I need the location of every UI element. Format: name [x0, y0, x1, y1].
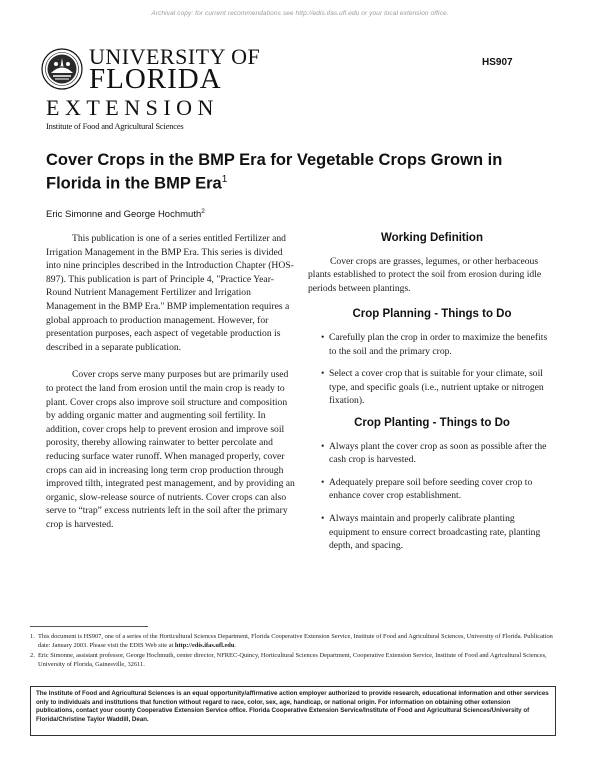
- footnote-divider: [30, 626, 148, 627]
- extension-wordmark: EXTENSION: [46, 95, 219, 120]
- cover-crops-paragraph: Cover crops serve many purposes but are primarily used to protect the land from erosion until the main crop is ready to plant. Cover crops also improve soil structure and composition by adding organic matter and augmenting soil fertility. In addition, cover crops help to prevent erosion and improve soil porosity, thereby allowing rainwater to better percolate and reducing surface water runoff. When managed properly, cover crops can aid in increasing long term crop production through improved tilth, integrated pest management, and by providing an organic, slow-release source of nutrients. Cover crops can also serve to “trap” excess nutrients left in the soil after the primary crop is harvested.: [46, 369, 295, 530]
- footnote-number: 2.: [30, 652, 35, 659]
- list-item: [308, 331, 556, 358]
- list-item-text: Always maintain and properly calibrate planting equipment to ensure correct broadcasting rate, planting depth, and spacing.: [329, 512, 541, 552]
- footnote-text: Eric Simonne, assistant professor, George Hochmuth, center director, NFREC-Quincy, Horticultural Sciences Department, Cooperative Extension Service, Institute of Food and Agricultural Sciences, University of Florida, Gainesville, 32611.: [38, 652, 547, 668]
- bullet-icon: •: [321, 512, 325, 524]
- crop-planning-heading: Crop Planning - Things to Do: [352, 308, 512, 321]
- list-item: [308, 476, 556, 503]
- title-footnote-mark: 1: [221, 174, 228, 185]
- document-title-text: Cover Crops in the BMP Era for Vegetable Crops Grown in Florida in the BMP Era: [46, 151, 503, 193]
- footnote-2: [30, 651, 560, 669]
- footnote-text: This document is HS907, one of a series of the Horticultural Sciences Department, Florida Cooperative Extension Service, Institute of Food and Agricultural Sciences, University of Florida. Publication date: January 2003. Please visit the EDIS Web site at: [38, 633, 553, 649]
- left-column: [46, 232, 298, 545]
- footnote-tail: .: [234, 642, 237, 649]
- list-item-text: Select a cover crop that is suitable for your climate, soil type, and specific goals (i.e., nutrient uptake or nitrogen fixation).: [329, 368, 544, 407]
- archival-note: Archival copy: for current recommendations see http://edis.ifas.ufl.edu or your local extension office.: [151, 10, 449, 17]
- intro-paragraph: This publication is one of a series entitled Fertilizer and Irrigation Management in the BMP Era. This series is divided into nine principles described in the Introduction Chapter (HOS-897). This publication is part of Principle 4, "Practice Year-Round Nutrient Management Fertilizer and Irrigation Management in the BMP Era." BMP implementation requires a global approach to production management. However, for presentation purposes, each aspect of vegetable production is described in a separate publication.: [46, 233, 294, 353]
- list-item: [308, 367, 556, 408]
- bullet-icon: •: [321, 331, 325, 343]
- bullet-icon: •: [321, 368, 325, 380]
- authors: [46, 208, 205, 220]
- working-definition-heading: Working Definition: [380, 232, 483, 244]
- bullet-icon: •: [321, 476, 325, 488]
- list-item-text: Carefully plan the crop in order to maximize the benefits to the soil and the primary crop.: [329, 331, 548, 357]
- university-seal-logo: [41, 48, 83, 90]
- footnotes: [30, 632, 560, 670]
- university-name-line2: FLORIDA: [89, 63, 222, 95]
- list-item: [308, 512, 556, 553]
- footnote-number: 1.: [30, 633, 35, 640]
- crop-planting-list: [308, 440, 556, 553]
- publication-number: HS907: [482, 57, 513, 68]
- list-item-text: Adequately prepare soil before seeding cover crop to enhance cover crop establishment.: [329, 476, 533, 502]
- authors-footnote-mark: 2: [201, 208, 205, 215]
- equal-opportunity-notice: The Institute of Food and Agricultural Sciences is an equal opportunity/affirmative action employer authorized to provide research, educational information and other services only to individuals and institutions that function without regard to race, color, sex, age, handicap, or national origin. For information on obtaining other extension publications, contact your county Cooperative Extension Service office. Florida Cooperative Extension Service/Institute of Food and Agricultural Sciences/University of Florida/Christine Taylor Waddill, Dean.: [30, 686, 556, 736]
- bullet-icon: •: [321, 440, 325, 452]
- right-column: [308, 232, 556, 562]
- crop-planting-heading: Crop Planting - Things to Do: [354, 416, 510, 429]
- university-name-line1: UNIVERSITY OF: [89, 44, 261, 69]
- edis-link[interactable]: http://edis.ifas.ufl.edu: [174, 642, 235, 649]
- crop-planning-list: [308, 331, 556, 408]
- footnote-1: [30, 632, 560, 650]
- list-item: [308, 440, 556, 467]
- working-definition-text: Cover crops are grasses, legumes, or other herbaceous plants established to protect the soil from erosion during idle periods between plantings.: [308, 255, 542, 294]
- document-title: [46, 150, 556, 194]
- list-item-text: Always plant the cover crop as soon as possible after the cash crop is harvested.: [329, 440, 547, 466]
- authors-text: Eric Simonne and George Hochmuth: [46, 209, 202, 221]
- institute-name: Institute of Food and Agricultural Sciences: [46, 121, 184, 131]
